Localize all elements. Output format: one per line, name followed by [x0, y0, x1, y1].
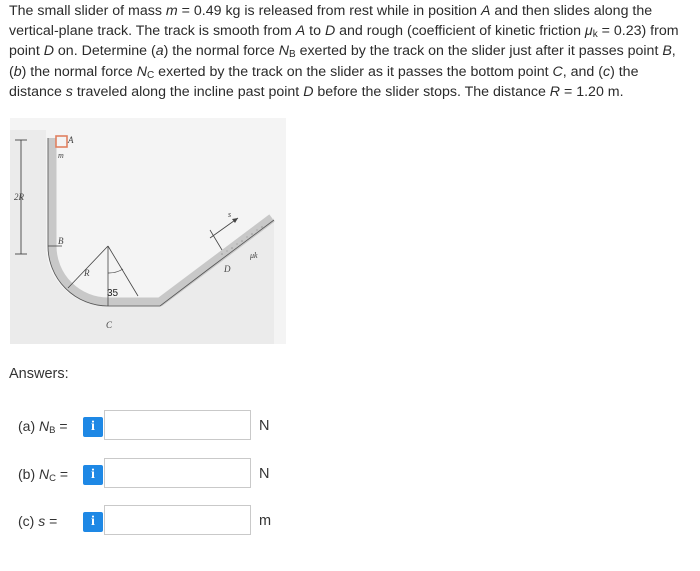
info-icon[interactable]: i [83, 465, 103, 485]
label-angle: 35 [107, 288, 119, 299]
label-mu-k: μk [250, 251, 258, 260]
label-r: R [84, 268, 90, 278]
answer-row-c [0, 505, 700, 539]
answer-input-a[interactable] [104, 410, 251, 440]
label-m: m [58, 151, 64, 160]
label-d: D [224, 264, 231, 274]
unit-a: N [259, 418, 270, 434]
label-b: B [58, 236, 64, 246]
answer-label-b: (b) $N_C$ = [18, 466, 69, 484]
unit-b: N [259, 466, 270, 482]
answer-label-c: (c) s = [18, 513, 58, 529]
unit-c: m [259, 513, 272, 529]
label-a: A [68, 135, 74, 145]
info-icon[interactable]: i [83, 512, 103, 532]
answer-row-b [0, 458, 700, 492]
label-s: s [228, 210, 232, 219]
label-2r: 2R [14, 192, 24, 202]
answers-heading: Answers: [9, 366, 69, 382]
answer-label-a: (a) $N_B$ = [18, 418, 68, 436]
answer-input-c[interactable] [104, 505, 251, 535]
answer-input-b[interactable] [104, 458, 251, 488]
label-c: C [106, 320, 113, 330]
problem-statement: The small slider of mass m = 0.49 kg is released from rest while in position A and then slides along the vertical-plane track. The track is smooth from A to D and rough (coefficient of kinetic friction $\mu_k = 0.23$) from point D on. Determine (a) the normal force $N_B$ exerted by the track on the slider just after it passes point B, (b) the normal force $N_C$ exerted by the track on the slider as it passes the bottom point C, and (c) the distance s traveled along the incline past point D before the slider stops. The distance R = 1.20 m. [9, 3, 679, 100]
info-icon[interactable]: i [83, 417, 103, 437]
answer-row-a [0, 410, 700, 444]
track-diagram [10, 118, 286, 344]
